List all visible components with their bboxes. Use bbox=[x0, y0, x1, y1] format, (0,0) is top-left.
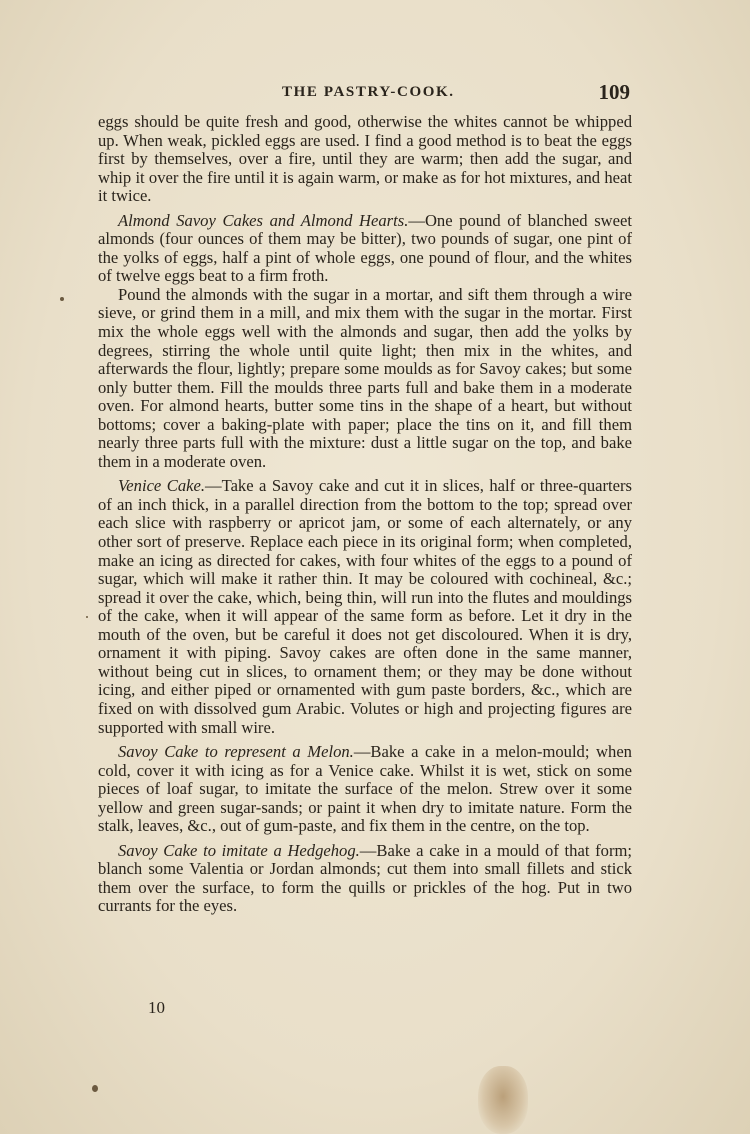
paragraph-continuation: eggs should be quite fresh and good, otherwise the whites cannot be whipped up. When weak, pickled eggs are used. I find a good method is to beat the eggs first by themselves, over a fire, until they are warm; then add the sugar, and whip it over the fire until it is again warm, or make as for hot mixtures, and heat it twice. bbox=[98, 112, 632, 206]
recipe-savoy-hedgehog bbox=[98, 842, 632, 916]
page-header bbox=[98, 80, 632, 106]
body-text bbox=[98, 113, 632, 916]
recipe-title: Savoy Cake to represent a Melon. bbox=[118, 742, 354, 762]
recipe-savoy-melon bbox=[98, 743, 632, 836]
paper-speck bbox=[86, 616, 88, 618]
paper-speck bbox=[60, 297, 64, 301]
recipe-text: —One pound of blanched sweet almonds (four ounces of them may be bitter), two pounds of sugar, one pint of the yolks of eggs, half a pint of whole eggs, one pound of flour, and the whites of twelve eggs beat to a firm froth. bbox=[98, 210, 632, 286]
recipe-venice-cake bbox=[98, 477, 632, 737]
paper-stain bbox=[478, 1066, 528, 1134]
recipe-almond-savoy-cakes bbox=[98, 212, 632, 286]
page-number: 109 bbox=[598, 80, 630, 104]
paragraph-almond-method: Pound the almonds with the sugar in a mortar, and sift them through a wire sieve, or grind them in a mill, and mix them with the sugar in the mortar. First mix the whole eggs well with the almonds and sugar, then add the yolks by degrees, stirring the whole until quite light; then mix in the whites, and afterwards the flour, lightly; prepare some moulds as for Savoy cakes; but some only butter them. Fill the moulds three parts full and bake them in a moderate oven. For almond hearts, butter some tins in the shape of a heart, but without bottoms; cover a baking-plate with paper; place the tins on it, and fill them nearly three parts full with the mixture: dust a little sugar on the top, and bake them in a moderate oven. bbox=[98, 284, 632, 471]
running-head: THE PASTRY-COOK. bbox=[282, 84, 455, 100]
recipe-text: —Bake a cake in a melon-mould; when cold, cover it with icing as for a Venice cake. Whilst it is wet, stick on some pieces of loaf sugar, to imitate the surface of the melon. Strew over it some yellow and green sugar-sands; or paint it when dry to imitate nature. Form the stalk, leaves, &c., out of gum-paste, and fix them in the centre, on the top. bbox=[98, 742, 632, 836]
recipe-title: Venice Cake. bbox=[118, 476, 205, 496]
signature-mark: 10 bbox=[148, 998, 165, 1017]
recipe-title: Savoy Cake to imitate a Hedgehog. bbox=[118, 840, 360, 860]
recipe-text: —Take a Savoy cake and cut it in slices, half or three-quarters of an inch thick, in a parallel direction from the bottom to the top; spread over each slice with raspberry or apricot jam, or some of each alternately, or any other sort of preserve. Replace each piece in its original form; when completed, make an icing as directed for cakes, with four whites of the eggs to a pound of sugar, which will make it rather thin. It may be coloured with cochineal, &c.; spread it over the cake, which, being thin, will run into the flutes and mouldings of the cake, when it will appear of the same form as before. Let it dry in the mouth of the oven, but be careful it does not get discoloured. When it is dry, ornament it with piping. Savoy cakes are often done in the same manner, without being cut in slices, to ornament them; or they may be done without icing, and either piped or ornamented with gum paste borders, &c., which are fixed on with dissolved gum Arabic. Volutes or high and projecting figures are supported with small wire. bbox=[98, 476, 632, 737]
recipe-text: —Bake a cake in a mould of that form; blanch some Valentia or Jordan almonds; cut them into small fillets and stick them over the surface, to form the quills or prickles of the hog. Put in two currants for the eyes. bbox=[98, 840, 632, 916]
paper-speck bbox=[92, 1085, 98, 1092]
recipe-title: Almond Savoy Cakes and Almond Hearts. bbox=[118, 210, 409, 230]
